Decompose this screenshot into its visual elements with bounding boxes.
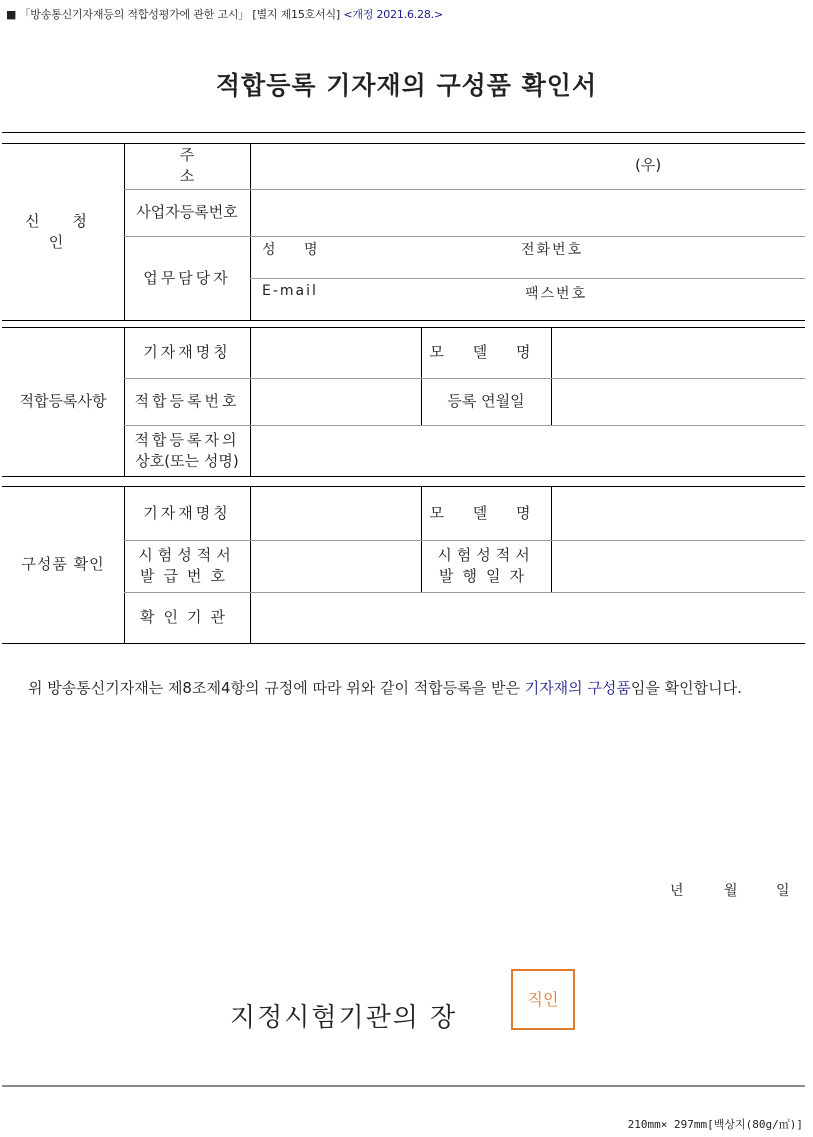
business-registration-label: 사업자등록번호: [136, 203, 238, 221]
testing-agency-head: 지정시험기관의 장: [230, 1003, 458, 1033]
business-registration-field[interactable]: [251, 190, 805, 236]
test-report-date-line1: 시험성적서: [437, 546, 535, 564]
registrant-field[interactable]: [251, 426, 805, 476]
statement-highlight: 기자재의 구성품: [524, 679, 631, 697]
reg-equipment-name-label: 기자재명칭: [143, 343, 231, 361]
phone-label: 전화번호: [521, 242, 584, 258]
address-label: 주 소: [179, 146, 241, 185]
test-report-number-line1: 시험성적서: [138, 546, 236, 564]
postal-code-label: (우): [635, 156, 662, 174]
comp-model-name-field[interactable]: [552, 487, 805, 540]
document-title: 적합등록 기자재의 구성품 확인서: [215, 71, 598, 100]
reg-number-field[interactable]: [251, 379, 421, 425]
reg-date-field[interactable]: [552, 379, 805, 425]
test-report-date-line2: 발행일자: [439, 567, 533, 585]
registrant-label-line1: 적합등록자의: [134, 430, 240, 449]
registration-section-label: 적합등록사항: [19, 392, 107, 410]
paper-spec: 210mm× 297mm[백상지(80g/㎡)]: [627, 1118, 803, 1131]
reg-number-label: 적합등록번호: [134, 392, 240, 410]
address-field[interactable]: [251, 143, 805, 189]
confirmation-statement: [10, 674, 800, 703]
form-reference-text: ■ 「방송통신기자재등의 적합성평가에 관한 고시」 [별지 제15호서식]: [6, 8, 344, 21]
statement-text-1: 위 방송통신기자재는 제8조제4항의 규정에 따라 위와 같이 적합등록을 받은: [28, 679, 525, 697]
section-divider: [2, 320, 805, 321]
registrant-label-line2: 상호(또는 성명): [135, 451, 239, 470]
name-label: 성 명: [262, 242, 330, 258]
test-report-number-line2: 발급번호: [140, 567, 234, 585]
reg-equipment-name-field[interactable]: [251, 328, 421, 378]
table-top-rule: [2, 132, 805, 133]
reg-model-name-field[interactable]: [552, 328, 805, 378]
comp-equipment-name-field[interactable]: [251, 487, 421, 540]
contact-person-label: 업무담당자: [143, 268, 231, 287]
test-report-number-label: [124, 540, 250, 592]
comp-equipment-name-label: 기자재명칭: [143, 503, 231, 522]
component-section-label: 구성품 확인: [21, 555, 105, 573]
test-report-number-field[interactable]: [251, 541, 421, 592]
applicant-section-label: 신 청 인: [25, 211, 101, 251]
email-label: E-mail: [262, 283, 318, 299]
form-reference-header: [6, 6, 443, 22]
official-seal-text: 직인: [527, 990, 559, 1009]
date-day-label: 일: [776, 883, 790, 899]
confirm-agency-field[interactable]: [251, 593, 805, 643]
reg-date-label: 등록 연월일: [447, 392, 525, 410]
footer-rule: [2, 1085, 805, 1087]
statement-text-2: 임을 확인합니다.: [630, 679, 742, 697]
official-seal-box: [511, 969, 575, 1030]
fax-label: 팩스번호: [525, 286, 588, 302]
date-month-label: 월: [724, 883, 738, 899]
test-report-date-field[interactable]: [552, 541, 805, 592]
test-report-date-label: [421, 540, 551, 592]
confirm-agency-label: 확인기관: [140, 608, 234, 626]
section-divider: [2, 476, 805, 477]
registrant-label: [124, 425, 250, 476]
reg-model-name-label: 모 델 명: [429, 343, 543, 361]
table-bottom-rule: [2, 643, 805, 644]
revision-date: <개정 2021.6.28.>: [343, 8, 443, 21]
date-year-label: 년: [670, 883, 684, 899]
comp-model-name-label: 모 델 명: [429, 503, 543, 522]
